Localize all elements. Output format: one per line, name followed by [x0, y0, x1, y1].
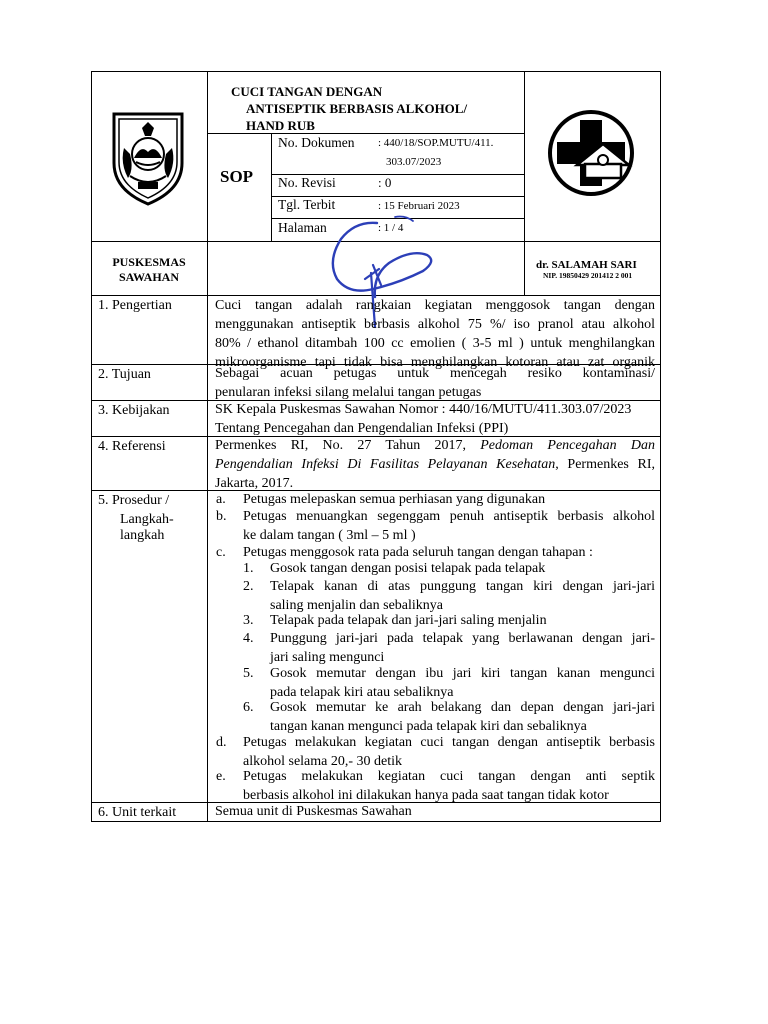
kebijakan-line: SK Kepala Puskesmas Sawahan Nomor : 440/16/MUTU/411.303.07/2023: [215, 402, 632, 417]
pengertian-line: Cuci tangan adalah rangkaian kegiatan menggosok tangan dengan: [215, 298, 655, 313]
signer-name: dr. SALAMAH SARI: [536, 259, 637, 271]
org-name: [91, 255, 207, 285]
step-item: Telapak pada telapak dan jari-jari saling menjalin: [270, 613, 547, 628]
list-marker: c.: [216, 545, 226, 560]
kebijakan-line: Tentang Pencegahan dan Pengendalian Infeksi (PPI): [215, 421, 509, 436]
procedure-line: berbasis alkohol ini dilakukan hanya pada saat tangan tidak kotor: [243, 788, 609, 803]
field-label-terbit: Tgl. Terbit: [278, 197, 336, 212]
list-marker: e.: [216, 769, 226, 784]
step-item: [270, 698, 655, 736]
signer-nip: NIP. 19850429 201412 2 001: [543, 271, 633, 280]
field-label-revisi: No. Revisi: [278, 175, 336, 190]
step-line: Punggung jari-jari pada telapak yang berlawanan dengan jari-: [270, 631, 655, 646]
procedure-line: Petugas melakukan kegiatan cuci tangan dengan anti septik: [243, 769, 655, 784]
tujuan-line: Sebagai acuan petugas untuk mencegah resiko kontaminasi/: [215, 366, 655, 381]
field-value-halaman: : 1 / 4: [378, 222, 404, 234]
sop-label: SOP: [220, 167, 254, 186]
row-label-prosedur-cont: Langkah-: [120, 512, 174, 527]
row-label-prosedur-cont: langkah: [120, 528, 165, 543]
grid-line: [207, 295, 208, 822]
step-item: Gosok tangan dengan posisi telapak pada telapak: [270, 561, 546, 576]
step-line: jari saling mengunci: [270, 650, 385, 665]
grid-line: [524, 71, 525, 296]
step-item: [270, 577, 655, 615]
list-marker: d.: [216, 735, 227, 750]
tujuan-line: penularan infeksi silang melalui tangan petugas: [215, 385, 482, 400]
step-marker: 6.: [243, 700, 254, 715]
doc-title-line3: HAND RUB: [246, 118, 315, 133]
pengertian-line: menggunakan antiseptik berbasis alkohol 75 %/ iso pranol atau alkohol: [215, 317, 655, 332]
field-label-dokumen: No. Dokumen: [278, 135, 355, 150]
step-line: Telapak kanan di atas punggung tangan kiri dengan jari-jari: [270, 579, 655, 594]
kebijakan-text: [215, 400, 655, 438]
step-item: [270, 629, 655, 667]
referensi-italic: Pengendalian Infeksi Di Fasilitas Pelayanan Kesehatan: [215, 457, 556, 472]
referensi-plain: Permenkes RI, No. 27 Tahun 2017,: [215, 438, 481, 453]
step-marker: 3.: [243, 613, 254, 628]
tujuan-text: [215, 364, 655, 402]
step-marker: 5.: [243, 666, 254, 681]
puskesmas-cross-logo-icon: [541, 110, 641, 196]
referensi-text: [215, 436, 655, 493]
step-line: saling menjalin dan sebaliknya: [270, 598, 444, 613]
unit-text: Semua unit di Puskesmas Sawahan: [215, 804, 412, 819]
procedure-line: Petugas menuangkan segenggam penuh antiseptik berbasis alkohol: [243, 509, 655, 524]
procedure-item-a: Petugas melepaskan semua perhiasan yang digunakan: [243, 492, 546, 507]
procedure-item-c: Petugas menggosok rata pada seluruh tangan dengan tahapan :: [243, 545, 593, 560]
row-label-unit: 6. Unit terkait: [98, 805, 177, 820]
pengertian-line: 80% / ethanol ditambah 100 cc emolien ( 3-5 ml ) untuk menghilangkan: [215, 336, 655, 351]
list-marker: b.: [216, 509, 227, 524]
referensi-line: [215, 455, 655, 474]
row-label-kebijakan: 3. Kebijakan: [98, 403, 170, 418]
list-marker: a.: [216, 492, 226, 507]
step-line: Gosok memutar dengan ibu jari kiri tangan kanan mengunci: [270, 666, 655, 681]
org-name-line1: PUSKESMAS: [112, 255, 186, 269]
row-label-tujuan: 2. Tujuan: [98, 367, 151, 382]
referensi-line: [215, 436, 655, 455]
step-item: [270, 664, 655, 702]
row-label-referensi: 4. Referensi: [98, 439, 166, 454]
row-label-pengertian: 1. Pengertian: [98, 298, 172, 313]
procedure-item-b: [243, 507, 655, 545]
doc-title-line2: ANTISEPTIK BERBASIS ALKOHOL/: [246, 101, 468, 116]
procedure-line: Petugas melakukan kegiatan cuci tangan dengan antiseptik berbasis: [243, 735, 655, 750]
step-marker: 1.: [243, 561, 254, 576]
field-value-dokumen-cont: 303.07/2023: [386, 156, 442, 168]
field-value-dokumen: : 440/18/SOP.MUTU/411.: [378, 137, 494, 149]
step-marker: 2.: [243, 579, 254, 594]
step-line: Gosok memutar ke arah belakang dan depan dengan jari-jari: [270, 700, 655, 715]
grid-line: [207, 71, 208, 296]
referensi-plain: , Permenkes RI,: [555, 457, 655, 472]
field-value-revisi: : 0: [378, 175, 392, 190]
step-line: pada telapak kiri atau sebaliknya: [270, 685, 454, 700]
step-marker: 4.: [243, 631, 254, 646]
referensi-line: Jakarta, 2017.: [215, 476, 294, 491]
row-label-prosedur: 5. Prosedur /: [98, 493, 170, 508]
step-line: tangan kanan mengunci pada telapak kiri dan sebaliknya: [270, 719, 587, 734]
field-value-terbit: : 15 Februari 2023: [378, 200, 460, 212]
referensi-italic: Pedoman Pencegahan Dan: [480, 438, 655, 453]
regional-emblem-icon: [106, 108, 190, 208]
procedure-line: ke dalam tangan ( 3ml – 5 ml ): [243, 528, 416, 543]
grid-line: [271, 133, 272, 241]
pengertian-text: [215, 296, 655, 372]
procedure-item-d: [243, 733, 655, 771]
pengertian-line: mikroorganisme tapi tidak bisa menghilangkan kotoran atau zat organik: [215, 355, 655, 370]
field-label-halaman: Halaman: [278, 220, 327, 235]
procedure-line: alkohol selama 20,- 30 detik: [243, 754, 403, 769]
org-name-line2: SAWAHAN: [118, 270, 179, 284]
doc-title-line1: CUCI TANGAN DENGAN: [231, 84, 383, 99]
procedure-item-e: [243, 767, 655, 805]
